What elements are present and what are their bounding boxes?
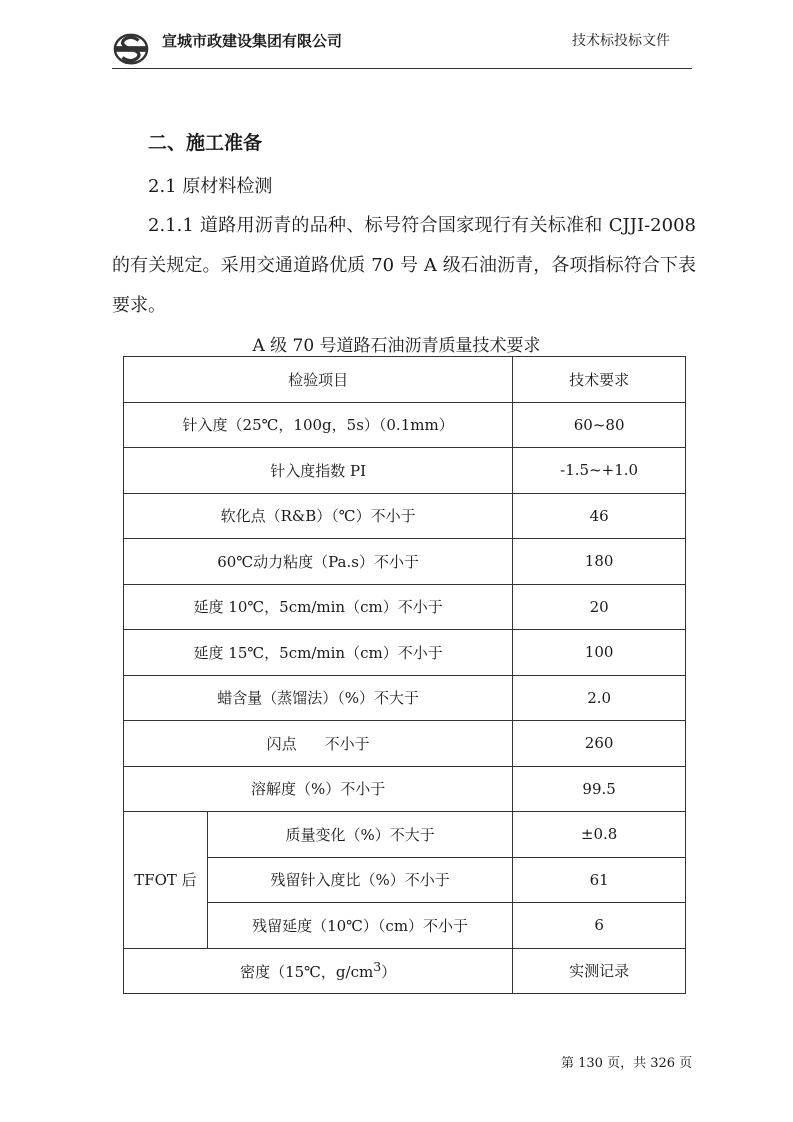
- row-value: 6: [513, 903, 686, 949]
- body-paragraph: 2.1.1 道路用沥青的品种、标号符合国家现行有关标准和 CJJI-2008 的有关规定。采用交通道路优质 70 号 A 级石油沥青，各项指标符合下表要求。: [112, 215, 696, 316]
- row-value: -1.5~+1.0: [513, 448, 686, 494]
- table-row: [124, 493, 686, 539]
- row-item: 残留针入度比（%）不小于: [207, 857, 512, 903]
- table-row: [124, 857, 686, 903]
- document-type: 技术标投标文件: [572, 33, 670, 49]
- row-value: ±0.8: [513, 812, 686, 858]
- table-row: [124, 766, 686, 812]
- row-value: 20: [513, 584, 686, 630]
- company-name: 宣城市政建设集团有限公司: [162, 32, 343, 50]
- subsection-title: 2.1 原材料检测: [148, 176, 273, 197]
- table-row: [124, 948, 686, 994]
- row-item: 60℃动力粘度（Pa.s）不小于: [124, 539, 513, 585]
- row-value: 99.5: [513, 766, 686, 812]
- row-item: 针入度（25℃，100g，5s）（0.1mm）: [124, 402, 513, 448]
- table-row: [124, 539, 686, 585]
- row-value: 100: [513, 630, 686, 676]
- table-row: [124, 675, 686, 721]
- header-rule: [112, 68, 692, 69]
- page-number: 第 130 页，共 326 页: [561, 1056, 693, 1071]
- tfot-group-label: TFOT 后: [124, 812, 208, 949]
- row-item: 延度 10℃，5cm/min（cm）不小于: [124, 584, 513, 630]
- header-requirement: 技术要求: [513, 357, 686, 403]
- row-value: 61: [513, 857, 686, 903]
- row-value: 实测记录: [513, 948, 686, 994]
- table-row: [124, 584, 686, 630]
- row-value: 2.0: [513, 675, 686, 721]
- row-item-suffix: 不小于: [324, 734, 370, 753]
- row-item: 质量变化（%）不大于: [207, 812, 512, 858]
- row-item: 软化点（R&B）（℃）不小于: [124, 493, 513, 539]
- table-row: [124, 630, 686, 676]
- row-value: 260: [513, 721, 686, 767]
- table-row: [124, 903, 686, 949]
- row-item: 延度 15℃，5cm/min（cm）不小于: [124, 630, 513, 676]
- header-item: 检验项目: [124, 357, 513, 403]
- row-item: [124, 721, 513, 767]
- page-header: [0, 0, 793, 70]
- density-label-end: ）: [381, 963, 397, 982]
- table-row: [124, 812, 686, 858]
- table-row: [124, 448, 686, 494]
- company-logo-icon: [112, 30, 150, 68]
- row-value: 46: [513, 493, 686, 539]
- spec-table: [123, 356, 686, 994]
- row-item: 蜡含量（蒸馏法）（%）不大于: [124, 675, 513, 721]
- table-row: [124, 721, 686, 767]
- row-item-label: 闪点: [266, 734, 297, 753]
- row-item: 残留延度（10℃）（cm）不小于: [207, 903, 512, 949]
- row-item: [124, 948, 513, 994]
- table-header-row: [124, 357, 686, 403]
- row-item: 溶解度（%）不小于: [124, 766, 513, 812]
- table-row: [124, 402, 686, 448]
- density-label: 密度（15℃，g/cm: [240, 963, 374, 982]
- density-superscript: 3: [373, 959, 382, 975]
- table-caption: A 级 70 号道路石油沥青质量技术要求: [252, 336, 541, 356]
- row-value: 60~80: [513, 402, 686, 448]
- row-value: 180: [513, 539, 686, 585]
- section-title: 二、施工准备: [148, 132, 263, 154]
- row-item: 针入度指数 PI: [124, 448, 513, 494]
